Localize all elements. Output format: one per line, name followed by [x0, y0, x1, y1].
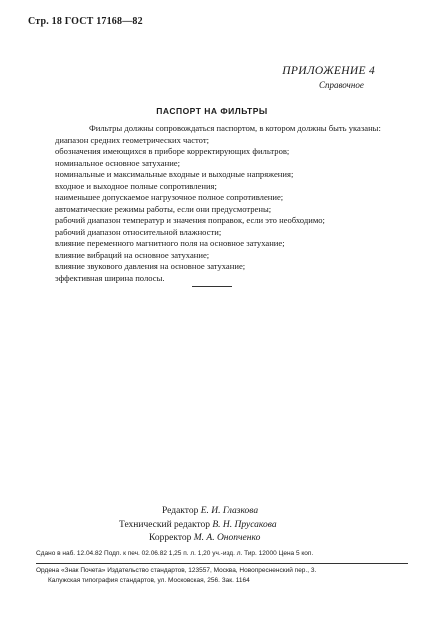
document-body [55, 123, 385, 284]
list-item: входное и выходное полные сопротивления; [55, 180, 217, 191]
list-item: влияние переменного магнитного поля на основное затухание; [55, 238, 285, 248]
tech-editor-line [119, 519, 277, 533]
proofreader-line [149, 532, 260, 546]
requirements-list [55, 135, 385, 285]
imprint-line: Сдано в наб. 12.04.82 Подп. к печ. 02.06.82 1,25 п. л. 1,20 уч.-изд. л. Тир. 12000 Цена 5 коп. [36, 550, 314, 557]
appendix-title: ПРИЛОЖЕНИЕ 4 [282, 65, 375, 77]
document-title: ПАСПОРТ НА ФИЛЬТРЫ [156, 106, 268, 116]
list-item: автоматические режимы работы, если они предусмотрены; [55, 203, 272, 214]
tech-editor-name: В. Н. Прусакова [212, 519, 277, 530]
editor-line [162, 505, 258, 519]
list-item: влияние вибраций на основное затухание; [55, 249, 210, 260]
page-header: Стр. 18 ГОСТ 17168—82 [28, 16, 143, 27]
list-item: диапазон средних геометрических частот; [55, 134, 209, 145]
list-item: обозначения имеющихся в приборе корректирующих фильтров; [55, 146, 290, 156]
list-item: наименьшее допускаемое нагрузочное полное сопротивление; [55, 192, 284, 202]
tech-editor-label: Технический редактор [119, 519, 210, 530]
list-item: рабочий диапазон температур и значения поправок, если это необходимо; [55, 215, 325, 225]
intro-paragraph: Фильтры должны сопровождаться паспортом, в котором должны быть указаны: [89, 123, 381, 133]
editor-name: Е. И. Глазкова [200, 506, 259, 516]
proofreader-label: Корректор [149, 533, 192, 543]
list-item: номинальные и максимальные входные и выходные напряжения; [55, 169, 294, 179]
section-divider [192, 286, 232, 287]
publisher-line: Ордена «Знак Почета» Издательство стандартов, 123557, Москва, Новопресненский пер., 3. [36, 567, 317, 574]
imprint-divider [36, 563, 408, 564]
proofreader-name: М. А. Онопченко [193, 533, 261, 543]
appendix-subtitle: Справочное [319, 80, 364, 90]
list-item: рабочий диапазон относительной влажности; [55, 226, 222, 237]
list-item: эффективная ширина полосы. [55, 272, 165, 283]
publisher-block [36, 566, 316, 586]
printer-line: Калужская типография стандартов, ул. Московская, 256. Зак. 1164 [48, 577, 250, 584]
list-item: номинальное основное затухание; [55, 157, 180, 168]
editor-label: Редактор [162, 506, 199, 516]
list-item: влияние звукового давления на основное затухание; [55, 261, 246, 271]
